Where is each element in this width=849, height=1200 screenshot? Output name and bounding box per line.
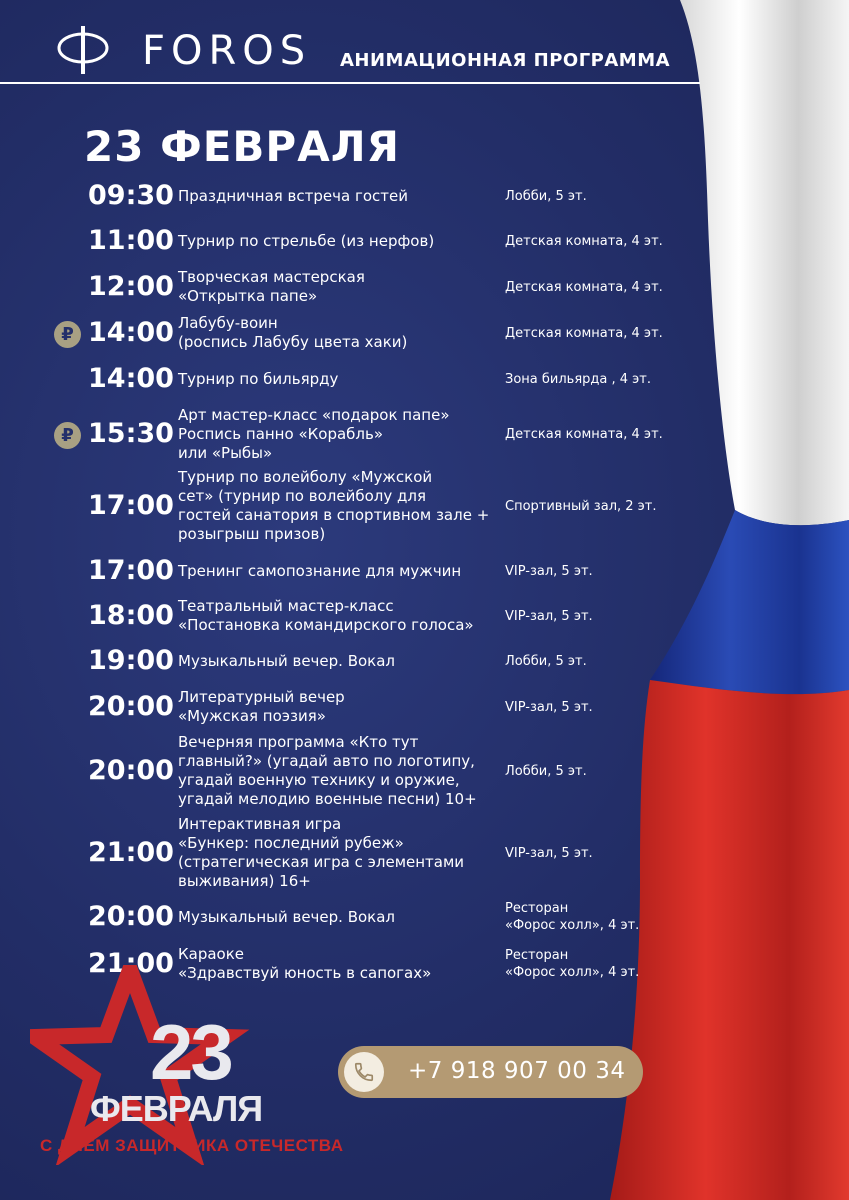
phone-icon-badge	[344, 1052, 384, 1092]
ruble-paid-icon: ₽	[54, 422, 81, 449]
event-description: Творческая мастерская «Открытка папе»	[178, 268, 365, 305]
event-description: Праздничная встреча гостей	[178, 186, 408, 205]
event-description: Караоке «Здравствуй юность в сапогах»	[178, 945, 432, 982]
event-time: 14:00	[88, 363, 174, 394]
event-location: Детская комната, 4 эт.	[505, 279, 663, 295]
event-location: Лобби, 5 эт.	[505, 653, 587, 669]
event-location: Спортивный зал, 2 эт.	[505, 498, 657, 514]
ruble-paid-icon: ₽	[54, 321, 81, 348]
event-time: 11:00	[88, 225, 174, 256]
event-time: 14:00	[88, 317, 174, 348]
event-time: 12:00	[88, 271, 174, 302]
event-description: Лабубу-воин (роспись Лабубу цвета хаки)	[178, 314, 408, 351]
event-description: Музыкальный вечер. Вокал	[178, 907, 396, 926]
event-location: Детская комната, 4 эт.	[505, 233, 663, 249]
event-time: 21:00	[88, 837, 174, 868]
event-description: Турнир по волейболу «Мужской сет» (турнир по волейболу для гостей санатория в спортивном зале + розыгрыш призов)	[178, 468, 490, 543]
header-divider	[0, 82, 700, 84]
event-description: Интерактивная игра «Бункер: последний рубеж» (стратегическая игра с элементами выживания) 16+	[178, 815, 465, 890]
flag-red-stripe	[610, 680, 849, 1200]
emblem-day: 23	[150, 1008, 231, 1096]
event-description: Арт мастер-класс «подарок папе» Роспись панно «Корабль» или «Рыбы»	[178, 405, 450, 462]
event-location: VIP-зал, 5 эт.	[505, 563, 593, 579]
event-location: VIP-зал, 5 эт.	[505, 608, 593, 624]
event-time: 09:30	[88, 180, 174, 211]
foros-logo-icon	[56, 24, 110, 76]
event-location: Лобби, 5 эт.	[505, 188, 587, 204]
event-description: Театральный мастер-класс «Постановка командирского голоса»	[178, 597, 474, 634]
brand-name: FOROS	[142, 28, 312, 74]
header	[0, 0, 849, 86]
event-time: 17:00	[88, 555, 174, 586]
event-time: 19:00	[88, 645, 174, 676]
event-location: Лобби, 5 эт.	[505, 763, 587, 779]
event-description: Тренинг самопознание для мужчин	[178, 561, 462, 580]
page-title: 23 ФЕВРАЛЯ	[84, 122, 400, 171]
event-time: 20:00	[88, 691, 174, 722]
event-location: Ресторан «Форос холл», 4 эт.	[505, 948, 640, 980]
event-description: Музыкальный вечер. Вокал	[178, 651, 396, 670]
event-location: Детская комната, 4 эт.	[505, 426, 663, 442]
event-location: Ресторан «Форос холл», 4 эт.	[505, 901, 640, 933]
program-subtitle: АНИМАЦИОННАЯ ПРОГРАММА	[340, 50, 671, 71]
phone-contact-button[interactable]	[338, 1046, 643, 1098]
event-time: 20:00	[88, 755, 174, 786]
event-location: Зона бильярда , 4 эт.	[505, 371, 651, 387]
phone-icon	[353, 1061, 375, 1083]
event-time: 21:00	[88, 948, 174, 979]
event-location: VIP-зал, 5 эт.	[505, 845, 593, 861]
event-description: Вечерняя программа «Кто тут главный?» (угадай авто по логотипу, угадай военную технику и оружие, угадай мелодию военные песни) 10+	[178, 733, 477, 808]
event-time: 20:00	[88, 901, 174, 932]
event-time: 15:30	[88, 418, 174, 449]
event-description: Литературный вечер «Мужская поэзия»	[178, 688, 345, 725]
event-description: Турнир по бильярду	[178, 369, 339, 388]
emblem-month: ФЕВРАЛЯ	[90, 1088, 263, 1129]
event-location: VIP-зал, 5 эт.	[505, 699, 593, 715]
event-time: 17:00	[88, 490, 174, 521]
emblem-greeting: С ДНЕМ ЗАЩИТНИКА ОТЕЧЕСТВА	[40, 1136, 344, 1155]
event-location: Детская комната, 4 эт.	[505, 325, 663, 341]
event-description: Турнир по стрельбе (из нерфов)	[178, 231, 435, 250]
event-time: 18:00	[88, 600, 174, 631]
phone-number[interactable]: +7 918 907 00 34	[408, 1058, 626, 1084]
